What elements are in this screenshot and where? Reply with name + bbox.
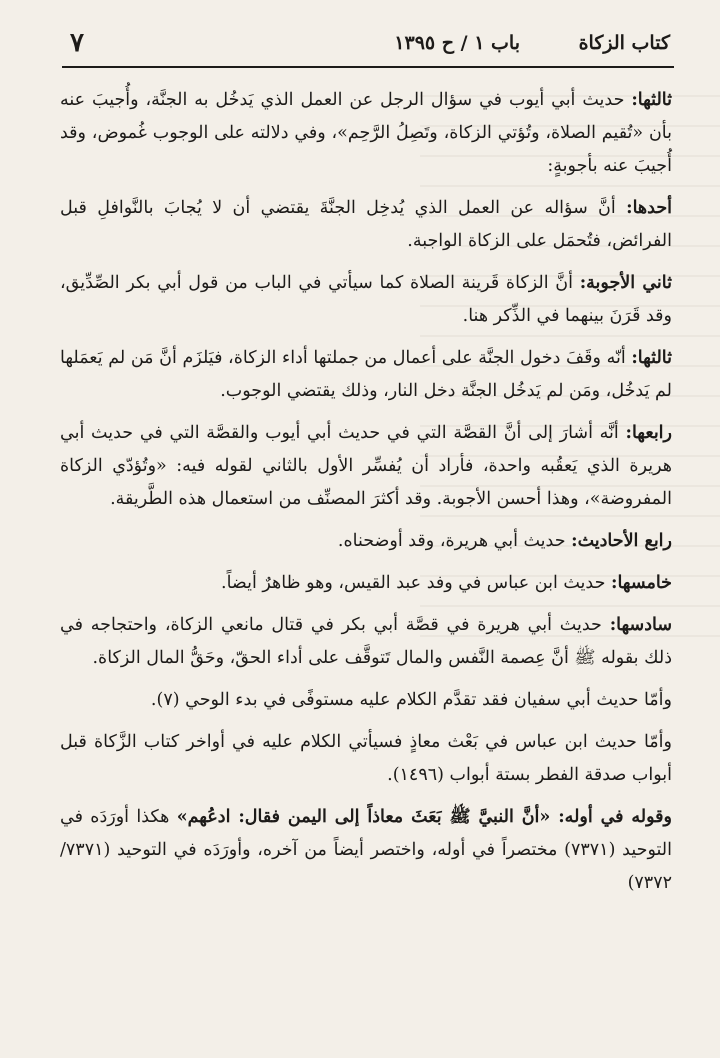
book-title: كتاب الزكاة — [578, 32, 670, 54]
paragraph — [60, 192, 672, 258]
paragraph-label: وقوله في أوله: «أنَّ النبيَّ ﷺ بَعَثَ معاذاً إلى اليمن فقال: ادعُهم» — [176, 807, 672, 827]
paragraph-text: أنَّه أشارَ إلى أنَّ القصَّة التي في حديث أبي أيوب والقصَّة التي في حديث أبي هريرة الذي يَعقُبه واحدة، فأراد أن يُفسِّر الأول بالثاني لقوله فيه: «وتُؤدّي الزكاة المفروضة»، وهذا أحسن الأجوبة. وقد أكثرَ المصنِّف من استعمال هذه الطَّريقة. — [60, 423, 672, 509]
body-text — [60, 84, 672, 909]
page-number: ٧ — [70, 28, 84, 58]
paragraph-label: ثالثها: — [631, 90, 672, 110]
paragraph — [60, 525, 672, 558]
paragraph-label: خامسها: — [611, 573, 672, 593]
paragraph — [60, 726, 672, 792]
paragraph — [60, 267, 672, 333]
paragraph-label: ثالثها: — [631, 348, 672, 368]
paragraph-text: وأمّا حديث ابن عباس في بَعْث معاذٍ فسيأتي الكلام عليه في أواخر كتاب الزَّكاة قبل أبواب صدقة الفطر بستة أبواب (١٤٩٦). — [60, 732, 672, 785]
paragraph — [60, 801, 672, 900]
paragraph — [60, 417, 672, 516]
paragraph-text: أنّه وقَفَ دخول الجنَّة على أعمال من جملتها أداء الزكاة، فيَلزَم أنَّ مَن لم يَعمَلها لم يَدخُل، ومَن لم يَدخُل الجنَّة دخل النار، وذلك يقتضي الوجوب. — [60, 348, 672, 401]
paragraph — [60, 609, 672, 675]
paragraph-text: حديث ابن عباس في وفد عبد القيس، وهو ظاهرٌ أيضاً. — [221, 573, 611, 593]
paragraph-text: أنَّ سؤاله عن العمل الذي يُدخِل الجنَّةَ يقتضي أن لا يُجابَ بالنَّوافلِ قبل الفرائض، فتُحمَل على الزكاة الواجبة. — [60, 198, 672, 251]
header-rule — [62, 66, 674, 68]
paragraph — [60, 567, 672, 600]
chapter-reference: باب ١ / ح ١٣٩٥ — [394, 32, 520, 54]
paragraph-label: أحدها: — [626, 198, 672, 218]
running-header — [70, 28, 670, 64]
paragraph-label: رابعها: — [625, 423, 672, 443]
paragraph-text: وأمّا حديث أبي سفيان فقد تقدَّم الكلام عليه مستوفًى في بدء الوحي (٧). — [150, 690, 672, 710]
paragraph-text: حديث أبي هريرة، وقد أوضحناه. — [337, 531, 572, 551]
paragraph — [60, 84, 672, 183]
paragraph-label: رابع الأحاديث: — [571, 531, 672, 551]
paragraph — [60, 342, 672, 408]
paragraph-text: أنَّ الزكاة قَرينة الصلاة كما سيأتي في الباب من قول أبي بكر الصِّدِّيق، وقد قَرَنَ بينهما في الذِّكر هنا. — [60, 273, 672, 326]
paragraph-text: حديث أبي أيوب في سؤال الرجل عن العمل الذي يَدخُل به الجنَّة، وأُجيبَ عنه بأن «تُقيم الصلاة، وتُؤتي الزكاة، وتَصِلُ الرَّحِم»، وفي دلالته على الوجوب غُموض، وقد أُجيبَ عنه بأجوبةٍ: — [60, 90, 672, 176]
paragraph — [60, 684, 672, 717]
paragraph-text: حديث أبي هريرة في قصَّة أبي بكر في قتال مانعي الزكاة، واحتجاجه في ذلك بقوله ﷺ أنَّ عِصمة النَّفس والمال تَتوقَّف على أداء الحقّ، وحَقُّ المال الزكاة. — [60, 615, 672, 668]
paragraph-label: ثاني الأجوبة: — [579, 273, 672, 293]
paragraph-text: هكذا أورَدَه في التوحيد (٧٣٧١) مختصراً في أوله، واختصر أيضاً من آخره، وأورَدَه في التوحيد (٧٣٧١/ ٧٣٧٢) — [60, 807, 672, 893]
paragraph-label: سادسها: — [609, 615, 672, 635]
